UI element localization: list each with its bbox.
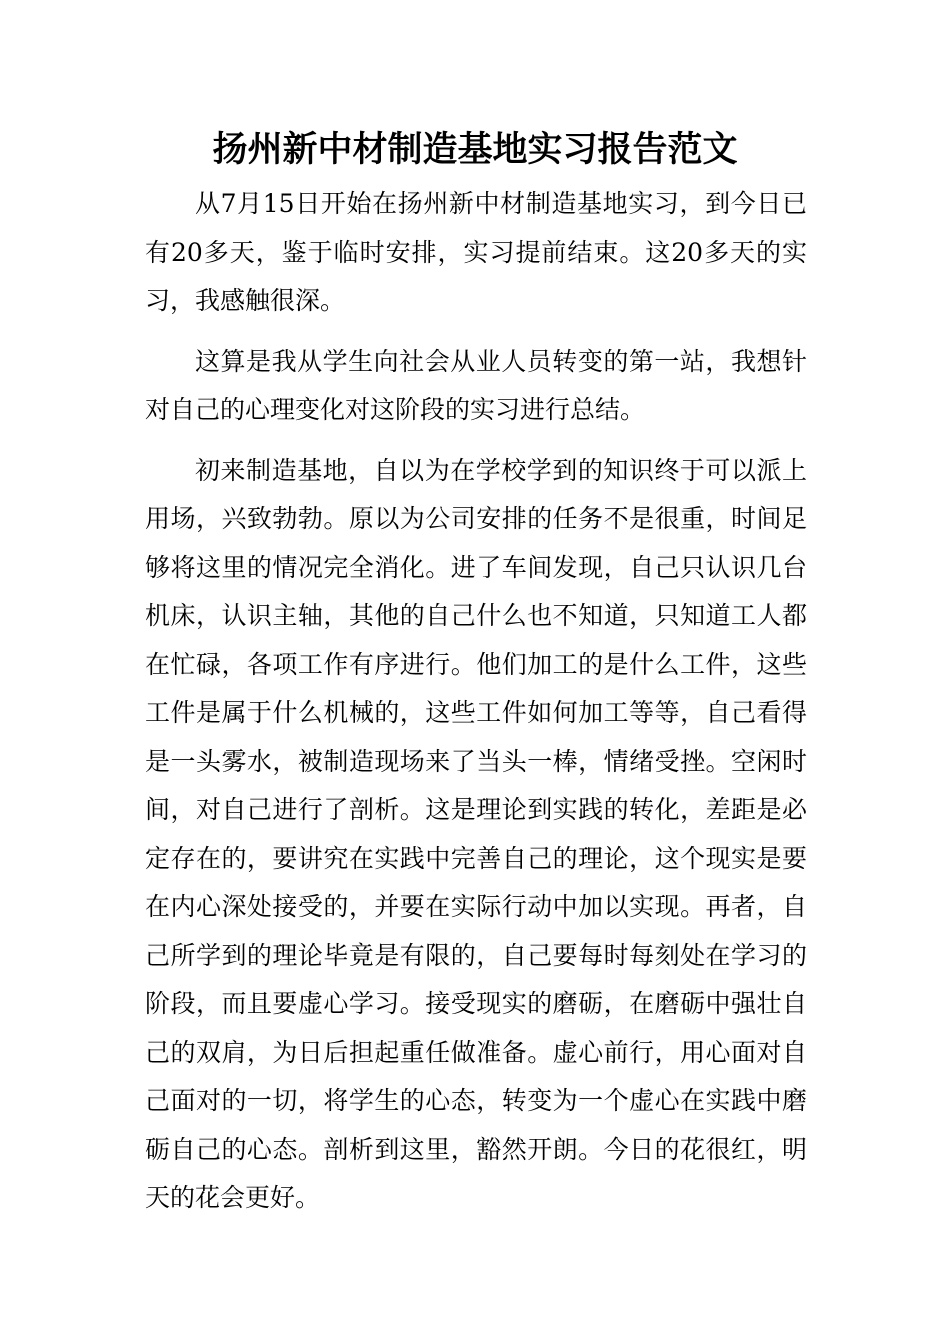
document-body: [145, 180, 807, 1235]
document-title: 扬州新中材制造基地实习报告范文: [212, 129, 738, 170]
paragraph-1: 从7月15日开始在扬州新中材制造基地实习，到今日已有20多天，鉴于临时安排，实习提前结束。这20多天的实习，我感触很深。: [145, 189, 807, 315]
paragraph-3: 初来制造基地，自以为在学校学到的知识终于可以派上用场，兴致勃勃。原以为公司安排的任务不是很重，时间足够将这里的情况完全消化。进了车间发现，自己只认识几台机床，认识主轴，其他的自己什么也不知道，只知道工人都在忙碌，各项工作有序进行。他们加工的是什么工件，这些工件是属于什么机械的，这些工件如何加工等等，自己看得是一头雾水，被制造现场来了当头一棒，情绪受挫。空闲时间，对自己进行了剖析。这是理论到实践的转化，差距是必定存在的，要讲究在实践中完善自己的理论，这个现实是要在内心深处接受的，并要在实际行动中加以实现。再者，自己所学到的理论毕竟是有限的，自己要每时每刻处在学习的阶段，而且要虚心学习。接受现实的磨砺，在磨砺中强壮自己的双肩，为日后担起重任做准备。虚心前行，用心面对自己面对的一切，将学生的心态，转变为一个虚心在实践中磨砺自己的心态。剖析到这里，豁然开朗。今日的花很红，明天的花会更好。: [145, 455, 807, 1212]
paragraph-2: 这算是我从学生向社会从业人员转变的第一站，我想针对自己的心理变化对这阶段的实习进行总结。: [145, 346, 807, 424]
